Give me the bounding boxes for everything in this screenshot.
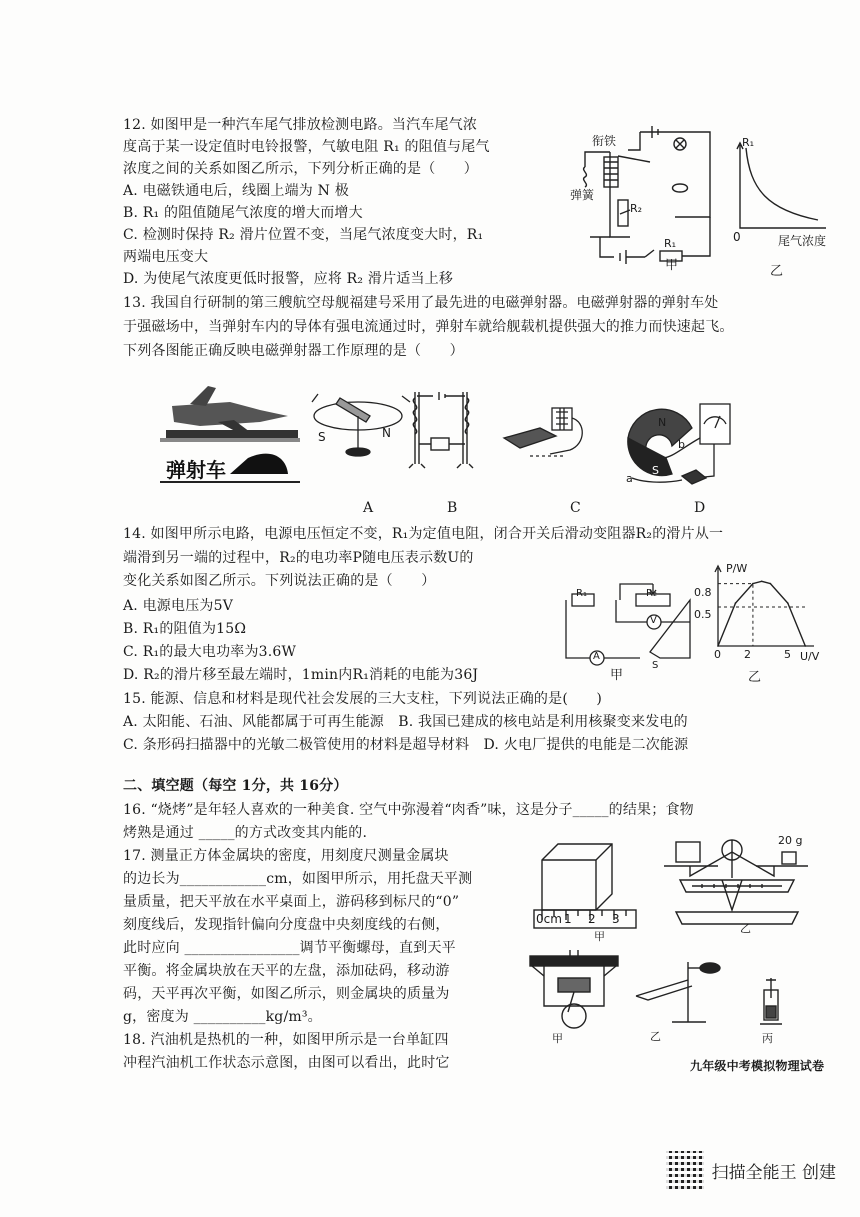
y-axis-label: P/W: [726, 562, 748, 575]
q13-line: 于强磁场中，当弹射车内的导体有强电流通过时，弹射车就给舰载机提供强大的推力而快速起飞。: [123, 319, 734, 335]
q14-option-d: D. R₂的滑片移至最左端时，1min内R₁消耗的电能为36J: [123, 667, 479, 683]
experiment-figure: [628, 956, 728, 1043]
q12-option-b: B. R₁ 的阻值随尾气浓度的增大而增大: [123, 205, 363, 221]
q12-option-d: D. 为使尾气浓度更低时报警，应将 R₂ 滑片适当上移: [123, 271, 454, 287]
terminal-b-label: b: [678, 438, 685, 451]
figure-caption-yi: 乙: [770, 264, 784, 279]
q17-line: 平衡。将金属块放在天平的左盘，添加砝码，移动游: [123, 963, 450, 979]
q15-line: 15. 能源、信息和材料是现代社会发展的三大支柱，下列说法正确的是( ): [123, 691, 603, 707]
q17-line: 码，天平再次平衡，如图乙所示，则金属块的质量为: [123, 986, 450, 1002]
launcher-label: 弹射车: [166, 458, 226, 482]
q14-line: 14. 如图甲所示电路，电源电压恒定不变，R₁为定值电阻，闭合开关后滑动变阻器R₂的滑片从一: [123, 526, 724, 542]
figure-caption-yi: 乙: [748, 670, 762, 685]
q14-option-b: B. R₁的阻值为15Ω: [123, 621, 247, 637]
x-tick-label: 0: [714, 648, 721, 661]
data-point: [717, 645, 719, 647]
q12-option-a: A. 电磁铁通电后，线圈上端为 N 极: [123, 183, 349, 199]
q13-line: 13. 我国自行研制的第三艘航空母舰福建号采用了最先进的电磁弹射器。电磁弹射器的弹射车处: [123, 295, 719, 311]
data-point: [804, 645, 806, 647]
figure-caption-yi: 乙: [740, 922, 751, 935]
option-d-label: D: [694, 500, 706, 516]
ruler-tick-label: 3: [612, 912, 620, 926]
q14-option-c: C. R₁的最大电功率为3.6W: [123, 644, 297, 660]
q17-line: 刻度线后，发现指针偏向分度盘中央刻度线的右侧，: [123, 917, 450, 933]
switch-label: S: [652, 660, 659, 671]
guide-line-0.8: [718, 584, 753, 646]
x-axis-label: 尾气浓度: [778, 234, 827, 248]
figure-caption-jia: 甲: [552, 1032, 563, 1045]
q15-line: A. 太阳能、石油、风能都属于可再生能源 B. 我国已建成的核电站是利用核聚变来发电的: [123, 714, 688, 730]
pole-n-label: N: [382, 426, 391, 440]
figure-caption-bing: 丙: [762, 1032, 773, 1045]
y-axis-label: R₁: [742, 136, 755, 149]
ruler-tick-label: 1: [564, 912, 572, 926]
y-tick-label: 0.5: [694, 608, 712, 621]
pole-s-label: S: [318, 430, 326, 444]
launcher-figure: [160, 382, 300, 486]
q14-option-a: A. 电源电压为5V: [123, 598, 234, 614]
q14-line: 变化关系如图乙所示。下列说法正确的是（ ）: [123, 573, 436, 589]
option-a-label: A: [363, 500, 374, 516]
q12-line: 浓度之间的关系如图乙所示，下列分析正确的是（ ）: [123, 161, 478, 177]
scanner-label: 扫描全能王 创建: [711, 1162, 836, 1183]
r2-label: R₂: [646, 588, 657, 599]
data-point: [787, 602, 789, 604]
pole-n-label: N: [658, 416, 667, 429]
q12-resistance-graph: [728, 136, 828, 279]
option-a-figure: [310, 386, 420, 466]
section-heading: 二、填空题（每空 1分，共 16分）: [123, 778, 348, 794]
ruler-unit-label: 0cm: [536, 912, 562, 926]
option-b-figure: [405, 388, 477, 470]
origin-label: 0: [733, 230, 741, 244]
voltmeter-icon: V: [650, 615, 657, 626]
power-curve: [718, 581, 805, 646]
balance-figure: [662, 832, 812, 935]
r1-label: R₁: [576, 588, 587, 599]
ruler-tick-label: 2: [588, 912, 596, 926]
pole-s-label: S: [652, 464, 659, 477]
q12-line: 12. 如图甲是一种汽车尾气排放检测电路。当汽车尾气浓: [123, 117, 478, 133]
q17-line: 的边长为____________cm，如图甲所示，用托盘天平测: [123, 871, 473, 887]
q17-line: 17. 测量正方体金属块的密度，用刻度尺测量金属块: [123, 848, 449, 864]
ruler-cube-figure: [532, 836, 638, 943]
scanner-watermark: [666, 1151, 836, 1189]
x-axis-label: U/V: [800, 650, 820, 663]
data-point: [770, 583, 772, 585]
y-tick-label: 0.8: [694, 586, 712, 599]
engine-figure: [524, 946, 624, 1045]
spring-label: 弹簧: [570, 188, 595, 202]
q12-option-c: C. 检测时保持 R₂ 滑片位置不变，当尾气浓度变大时，R₁: [123, 227, 484, 243]
x-tick-label: 2: [744, 648, 751, 661]
exam-name: 九年级中考模拟物理试卷: [690, 1059, 825, 1073]
q12-circuit-figure: [570, 122, 720, 272]
q16-line: 16. “烧烤”是年轻人喜欢的一种美食. 空气中弥漫着“肉香”味，这是分子_____的结果；食物: [123, 802, 694, 818]
q17-line: 此时应向 ________________调节平衡螺母，直到天平: [123, 940, 456, 956]
q14-power-chart: [690, 562, 820, 685]
ammeter-icon: A: [593, 651, 600, 662]
terminal-a-label: a: [626, 472, 633, 485]
q12-option-c-cont: 两端电压变大: [123, 249, 209, 265]
x-tick-label: 5: [784, 648, 791, 661]
q12-line: 度高于某一设定值时电铃报警，气敏电阻 R₁ 的阻值与尾气: [123, 139, 490, 155]
q14-line: 端滑到另一端的过程中，R₂的电功率P随电压表示数U的: [123, 550, 474, 566]
qr-code-icon: [666, 1151, 704, 1189]
figure-caption-yi: 乙: [650, 1030, 661, 1043]
figure-caption-jia: 甲: [610, 668, 624, 683]
option-d-figure: [622, 398, 732, 494]
q15-line: C. 条形码扫描器中的光敏二极管使用的材料是超导材料 D. 火电厂提供的电能是二次能源: [123, 737, 689, 753]
q16-line: 烤熟是通过 _____的方式改变其内能的.: [123, 825, 368, 841]
r1-label: R₁: [664, 237, 677, 250]
data-point: [761, 580, 763, 582]
weight-label: 20 g: [778, 834, 803, 847]
option-b-label: B: [447, 500, 458, 516]
data-point: [752, 583, 754, 585]
q14-circuit-figure: [560, 580, 700, 683]
q13-line: 下列各图能正确反映电磁弹射器工作原理的是（ ）: [123, 343, 464, 359]
armature-label: 衔铁: [592, 134, 617, 148]
figure-caption-jia: 甲: [594, 930, 605, 943]
figure-caption-jia: 甲: [665, 258, 679, 273]
syringe-figure: [756, 978, 786, 1045]
q17-line: g，密度为 __________kg/m³。: [123, 1009, 322, 1025]
q18-line: 18. 汽油机是热机的一种，如图甲所示是一台单缸四: [123, 1032, 449, 1048]
q18-line: 冲程汽油机工作状态示意图，由图可以看出，此时它: [123, 1055, 450, 1071]
q17-line: 量质量，把天平放在水平桌面上，游码移到标尺的“0”: [123, 894, 460, 910]
data-point: [735, 602, 737, 604]
r2-label: R₂: [630, 202, 643, 215]
option-c-figure: [500, 398, 590, 464]
option-c-label: C: [570, 500, 581, 516]
